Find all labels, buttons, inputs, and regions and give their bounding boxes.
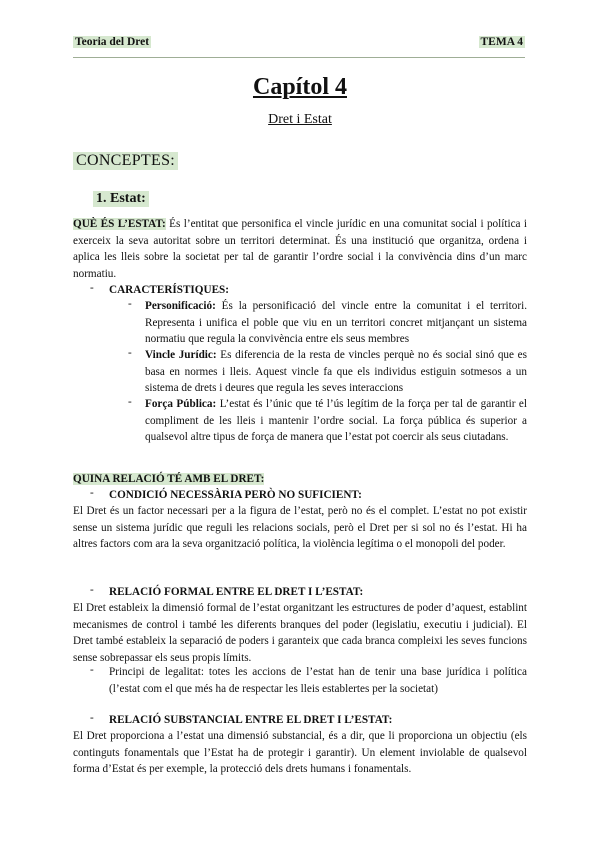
paragraph-relacio-formal: El Dret estableix la dimensió formal de l’estat organitzant les estructures de poder d’aquest, establint mecanismes de control i també les diferents branques del poder (legislatiu, executiu i judicial). El Dret també estableix la separació de poders i garanteix que cada branca compleixi les seves funcions sense sobrepassar els seus propis límits.: [73, 602, 527, 664]
label-que-es-estat: QUÈ ÉS L’ESTAT:: [73, 218, 166, 230]
quina-relacio-label: QUINA RELACIÓ TÉ AMB EL DRET:: [73, 473, 265, 485]
dash-bullet: -: [128, 347, 132, 359]
heading-relacio-formal: [109, 584, 363, 601]
list-item-principi-legalitat: Principi de legalitat: totes les accions de l’estat han de tenir una base jurídica i política (l’estat com el que més ha de respectar les lleis establertes per la societat): [109, 666, 527, 695]
heading-relacio-substancial: [109, 712, 392, 729]
term-personificacio: Personificació:: [145, 300, 216, 312]
section-heading-conceptes: CONCEPTES:: [73, 152, 178, 170]
dash-bullet: -: [90, 487, 94, 499]
text-forca-publica: L’estat és l’únic que té l’ús legítim de la força per tal de garantir el compliment de les lleis i mantenir l’ordre social. La força pública és superior a qualsevol altre tipus de força de manera que l’estat pot coercir als seus ciutadans.: [145, 398, 527, 443]
heading-caracteristiques: [109, 282, 229, 299]
condicio-label: CONDICIÓ NECESSÀRIA PERÒ NO SUFICIENT:: [109, 489, 362, 501]
dash-bullet: -: [90, 664, 94, 676]
relacio-substancial-label: RELACIÓ SUBSTANCIAL ENTRE EL DRET I L’ESTAT:: [109, 714, 393, 726]
paragraph-condicio-necessaria: El Dret és un factor necessari per a la figura de l’estat, però no és el complet. L’estat no pot existir sense un sistema jurídic que reguli les relacions socials, però el Dret per si sol no és l’estat. Hi ha altres factors com ara la seva organització política, la violència legítima o el monopoli del poder.: [73, 505, 527, 550]
paragraph-que-es-estat: [73, 216, 527, 282]
subsection-heading-estat: 1. Estat:: [93, 191, 149, 207]
header-rule: [73, 57, 525, 58]
text-que-es-estat: És l’entitat que personifica el vincle jurídic en una comunitat social i política i exerceix la seva autoritat sobre un territori determinat. És una institució que organitza, ordena i aplica les lleis sobre la societat per tal de garantir l’ordre social i la convivència dins d’un marc normatiu.: [73, 218, 527, 280]
paragraph-relacio-substancial: El Dret proporciona a l’estat una dimensió substancial, és a dir, que li proporciona un objectiu (els continguts fonamentals que l’Estat ha de protegir i garantir). Un element inviolable de qualsevol forma d’Estat és per exemple, la protecció dels drets humans i fonamentals.: [73, 730, 527, 775]
heading-quina-relacio: [73, 471, 264, 488]
term-forca-publica: Força Pública:: [145, 398, 217, 410]
dash-bullet: -: [128, 396, 132, 408]
heading-condicio-necessaria: [109, 487, 362, 504]
term-vincle-juridic: Vincle Jurídic:: [145, 349, 217, 361]
page-header: [73, 34, 525, 50]
dash-bullet: -: [90, 584, 94, 596]
caracteristiques-label: CARACTERÍSTIQUES:: [109, 284, 229, 296]
dash-bullet: -: [128, 298, 132, 310]
header-course-title: Teoria del Dret: [75, 36, 150, 48]
list-item-vincle-juridic: [145, 347, 527, 397]
dash-bullet: -: [90, 282, 94, 294]
list-item-forca-publica: [145, 396, 527, 446]
chapter-title: Capítol 4: [252, 74, 347, 100]
relacio-formal-label: RELACIÓ FORMAL ENTRE EL DRET I L’ESTAT:: [109, 586, 364, 598]
list-item-personificacio: [145, 298, 527, 348]
text-personificacio: És la personificació del vincle entre la comunitat i el territori. Representa i unifica el poble que viu en un territori concret mitjançant un sistema normatiu que regula la convivència entre els seus membres: [145, 300, 527, 345]
dash-bullet: -: [90, 712, 94, 724]
header-topic-number: TEMA 4: [480, 36, 523, 48]
chapter-subtitle: Dret i Estat: [268, 112, 332, 127]
text-vincle-juridic: Es diferencia de la resta de vincles perquè no és social sinó que es basa en normes i lleis. Aquest vincle fa que els individus estiguin sotmesos a un sistema de drets i deures que regula les seves interaccions: [145, 349, 527, 394]
